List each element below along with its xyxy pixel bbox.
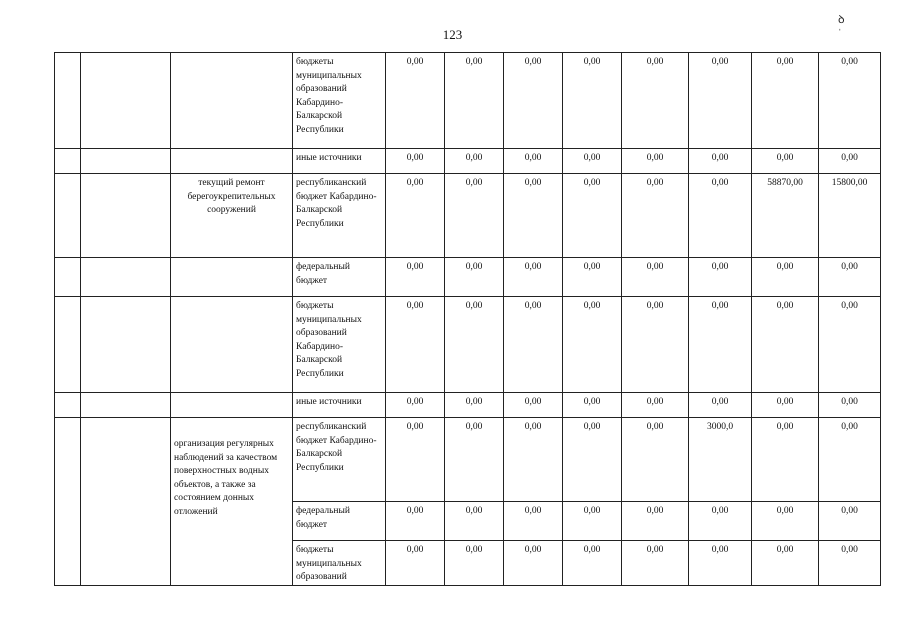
value-cell: 0,00: [563, 541, 622, 586]
value-cell: 0,00: [563, 258, 622, 297]
value-cell: 0,00: [504, 149, 563, 174]
value-cell: 0,00: [689, 258, 752, 297]
budget-table: [54, 52, 881, 586]
value-cell: 0,00: [622, 53, 689, 149]
value-cell: 15800,00: [819, 174, 881, 258]
value-cell: 0,00: [445, 149, 504, 174]
value-cell: 0,00: [819, 541, 881, 586]
value-cell: 0,00: [819, 418, 881, 502]
value-cell: 0,00: [752, 418, 819, 502]
value-cell: 0,00: [386, 174, 445, 258]
table-row: [55, 258, 881, 297]
value-cell: 0,00: [752, 393, 819, 418]
funding-source: федеральный бюджет: [293, 258, 386, 297]
value-cell: 0,00: [622, 174, 689, 258]
table-row: [55, 393, 881, 418]
value-cell: 0,00: [622, 149, 689, 174]
funding-source: бюджеты муниципальных образований Кабардино-Балкарской Республики: [293, 53, 386, 149]
program-cell: [81, 53, 171, 149]
number-cell: [55, 149, 81, 174]
value-cell: 0,00: [689, 149, 752, 174]
value-cell: 0,00: [563, 502, 622, 541]
value-cell: 0,00: [445, 393, 504, 418]
value-cell: 0,00: [445, 541, 504, 586]
number-cell: [55, 174, 81, 258]
value-cell: 0,00: [563, 393, 622, 418]
activity-cell: [171, 297, 293, 393]
value-cell: 0,00: [752, 502, 819, 541]
funding-source: республиканский бюджет Кабардино-Балкарской Республики: [293, 174, 386, 258]
value-cell: 0,00: [819, 393, 881, 418]
value-cell: 0,00: [386, 393, 445, 418]
number-cell: [55, 297, 81, 393]
table-row: [55, 418, 881, 502]
program-cell: [81, 297, 171, 393]
value-cell: 0,00: [622, 502, 689, 541]
value-cell: 0,00: [689, 502, 752, 541]
value-cell: 58870,00: [752, 174, 819, 258]
activity-cell: [171, 258, 293, 297]
value-cell: 0,00: [819, 258, 881, 297]
value-cell: 0,00: [622, 418, 689, 502]
program-cell: [81, 174, 171, 258]
value-cell: 0,00: [819, 297, 881, 393]
table-row: [55, 149, 881, 174]
value-cell: 0,00: [752, 297, 819, 393]
value-cell: 0,00: [563, 418, 622, 502]
value-cell: 0,00: [504, 418, 563, 502]
page-number: 123: [442, 27, 463, 42]
value-cell: 0,00: [819, 149, 881, 174]
activity-name: текущий ремонт берегоукрепительных сооружений: [171, 174, 293, 258]
program-cell: [81, 418, 171, 586]
value-cell: 0,00: [689, 541, 752, 586]
value-cell: 0,00: [563, 53, 622, 149]
value-cell: 0,00: [386, 502, 445, 541]
number-cell: [55, 53, 81, 149]
value-cell: 0,00: [445, 502, 504, 541]
value-cell: 0,00: [386, 149, 445, 174]
funding-source: бюджеты муниципальных образований: [293, 541, 386, 586]
value-cell: 0,00: [819, 53, 881, 149]
value-cell: 0,00: [752, 541, 819, 586]
number-cell: [55, 418, 81, 586]
value-cell: 0,00: [504, 258, 563, 297]
value-cell: 0,00: [386, 53, 445, 149]
value-cell: 0,00: [689, 297, 752, 393]
value-cell: 0,00: [386, 418, 445, 502]
value-cell: 0,00: [563, 297, 622, 393]
value-cell: 0,00: [689, 393, 752, 418]
value-cell: 0,00: [386, 297, 445, 393]
value-cell: 0,00: [689, 53, 752, 149]
funding-source: федеральный бюджет: [293, 502, 386, 541]
table-row: [55, 297, 881, 393]
value-cell: 0,00: [504, 393, 563, 418]
value-cell: 0,00: [563, 149, 622, 174]
number-cell: [55, 258, 81, 297]
value-cell: 0,00: [445, 418, 504, 502]
value-cell: 0,00: [504, 174, 563, 258]
funding-source: республиканский бюджет Кабардино-Балкарской Республики: [293, 418, 386, 502]
value-cell: 0,00: [386, 258, 445, 297]
value-cell: 0,00: [689, 174, 752, 258]
value-cell: 0,00: [445, 258, 504, 297]
value-cell: 0,00: [504, 53, 563, 149]
value-cell: 0,00: [445, 53, 504, 149]
value-cell: 3000,0: [689, 418, 752, 502]
program-cell: [81, 149, 171, 174]
corner-marks: ꝺ ˈ: [838, 14, 869, 39]
value-cell: 0,00: [622, 297, 689, 393]
activity-name: организация регулярных наблюдений за качеством поверхностных водных объектов, а также за состоянием донных отложений: [171, 418, 293, 586]
table-row: [55, 174, 881, 258]
activity-cell: [171, 53, 293, 149]
value-cell: 0,00: [445, 297, 504, 393]
value-cell: 0,00: [622, 541, 689, 586]
value-cell: 0,00: [622, 258, 689, 297]
funding-source: иные источники: [293, 393, 386, 418]
value-cell: 0,00: [504, 297, 563, 393]
value-cell: 0,00: [386, 541, 445, 586]
value-cell: 0,00: [445, 174, 504, 258]
program-cell: [81, 393, 171, 418]
number-cell: [55, 393, 81, 418]
value-cell: 0,00: [563, 174, 622, 258]
value-cell: 0,00: [504, 541, 563, 586]
value-cell: 0,00: [752, 53, 819, 149]
program-cell: [81, 258, 171, 297]
activity-cell: [171, 393, 293, 418]
value-cell: 0,00: [504, 502, 563, 541]
value-cell: 0,00: [752, 149, 819, 174]
value-cell: 0,00: [752, 258, 819, 297]
activity-cell: [171, 149, 293, 174]
value-cell: 0,00: [819, 502, 881, 541]
table-row: [55, 53, 881, 149]
funding-source: бюджеты муниципальных образований Кабардино-Балкарской Республики: [293, 297, 386, 393]
value-cell: 0,00: [622, 393, 689, 418]
funding-source: иные источники: [293, 149, 386, 174]
